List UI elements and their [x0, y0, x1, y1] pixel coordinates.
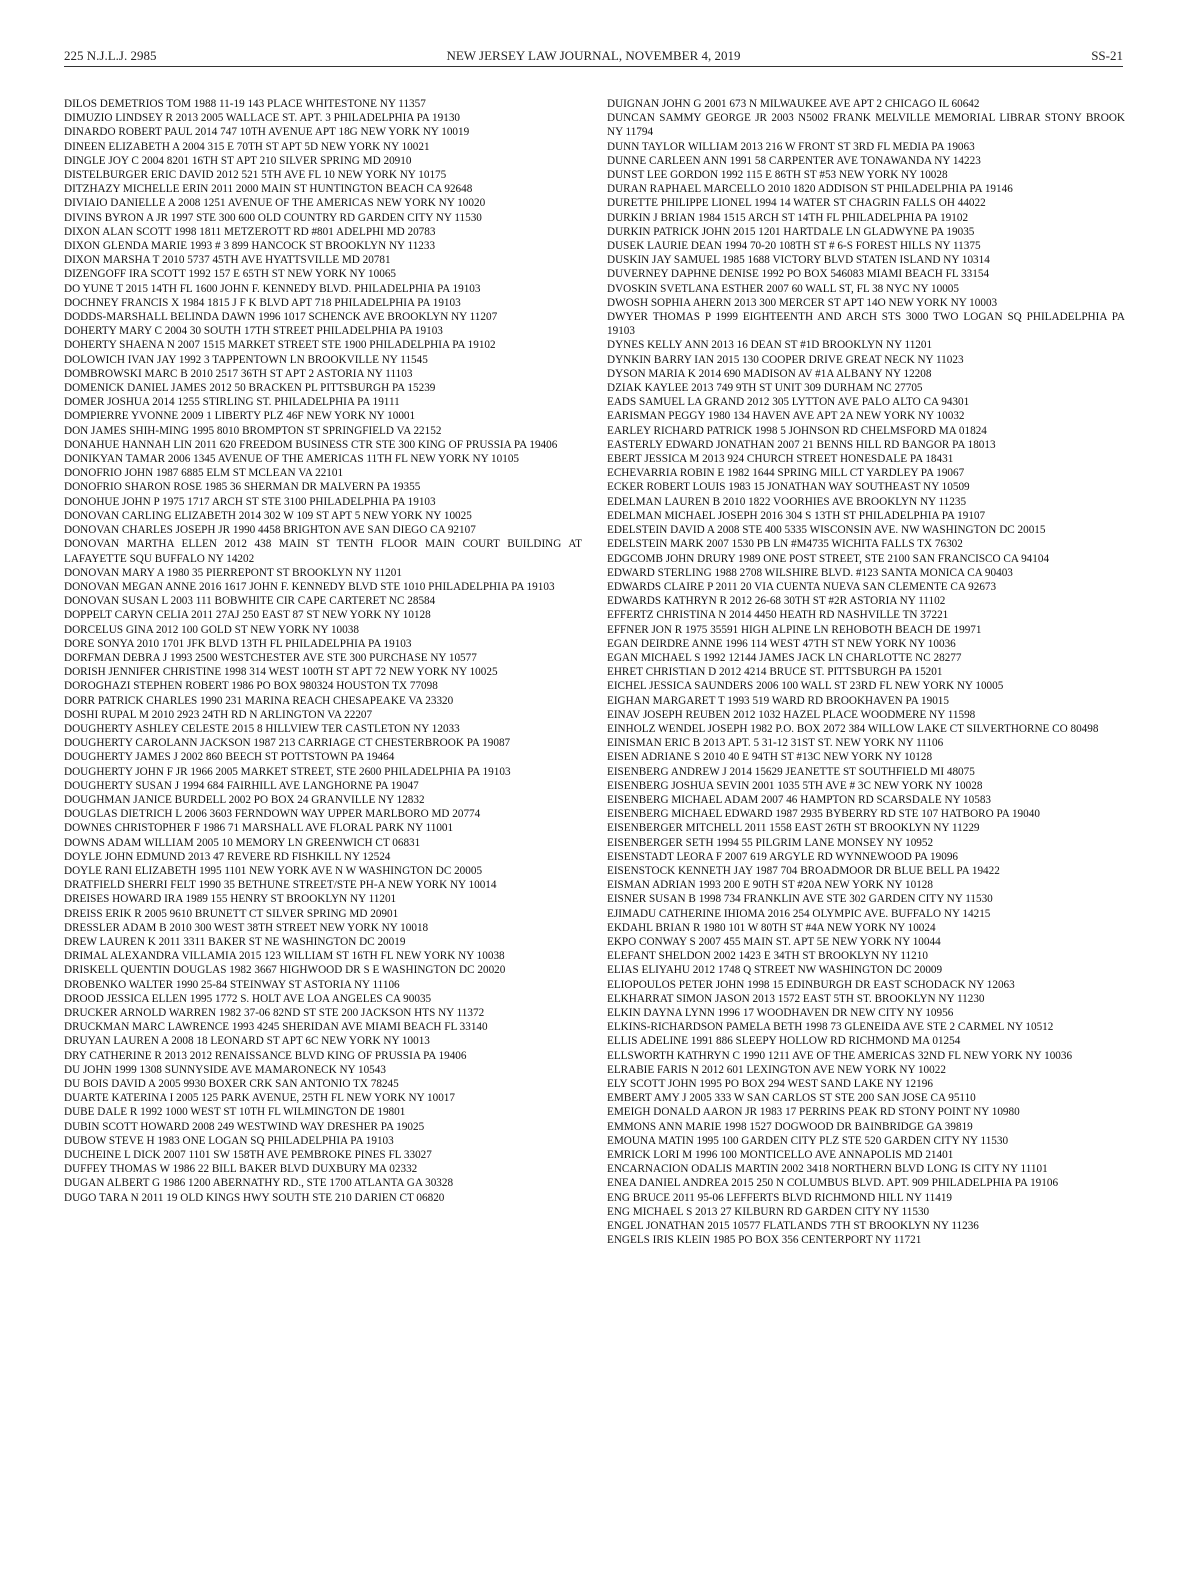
page-number: SS-21 — [1091, 48, 1123, 63]
attorney-entry: DRY CATHERINE R 2013 2012 RENAISSANCE BLVD KING OF PRUSSIA PA 19406 — [64, 1049, 467, 1062]
attorney-entry: DOPPELT CARYN CELIA 2011 27AJ 250 EAST 87 ST NEW YORK NY 10128 — [64, 609, 431, 622]
attorney-entry: DUIGNAN JOHN G 2001 673 N MILWAUKEE AVE APT 2 CHICAGO IL 60642 — [607, 98, 980, 110]
attorney-entry: DU JOHN 1999 1308 SUNNYSIDE AVE MAMARONECK NY 10543 — [64, 1063, 386, 1076]
attorney-entry: DUSKIN JAY SAMUEL 1985 1688 VICTORY BLVD STATEN ISLAND NY 10314 — [607, 254, 990, 267]
attorney-entry: DUCHEINE L DICK 2007 1101 SW 158TH AVE PEMBROKE PINES FL 33027 — [64, 1149, 432, 1162]
attorney-entry: DIMUZIO LINDSEY R 2013 2005 WALLACE ST. APT. 3 PHILADELPHIA PA 19130 — [64, 112, 461, 125]
volume-citation: 225 N.J.L.J. 2985 — [64, 48, 157, 63]
publication-title: NEW JERSEY LAW JOURNAL, NOVEMBER 4, 2019 — [446, 48, 741, 63]
attorney-entry: DONOVAN CARLING ELIZABETH 2014 302 W 109 ST APT 5 NEW YORK NY 10025 — [64, 509, 472, 522]
attorney-entry: DOUGHERTY SUSAN J 1994 684 FAIRHILL AVE LANGHORNE PA 19047 — [64, 779, 419, 792]
attorney-entry: ELKIN DAYNA LYNN 1996 17 WOODHAVEN DR NEW CITY NY 10956 — [607, 1007, 954, 1019]
attorney-entry: DYNES KELLY ANN 2013 16 DEAN ST #1D BROOKLYN NY 11201 — [607, 339, 933, 352]
attorney-entry: DIVINS BYRON A JR 1997 STE 300 600 OLD COUNTRY RD GARDEN CITY NY 11530 — [64, 211, 482, 224]
attorney-entry: DOYLE RANI ELIZABETH 1995 1101 NEW YORK AVE N W WASHINGTON DC 20005 — [64, 864, 483, 877]
attorney-entry: DVOSKIN SVETLANA ESTHER 2007 60 WALL ST, FL 38 NYC NY 10005 — [607, 282, 959, 295]
attorney-entry: EISNER SUSAN B 1998 734 FRANKLIN AVE STE 302 GARDEN CITY NY 11530 — [607, 893, 993, 906]
attorney-entry: EINHOLZ WENDEL JOSEPH 1982 P.O. BOX 2072 384 WILLOW LAKE CT SILVERTHORNE CO 80498 — [607, 722, 1099, 735]
attorney-entry: DORISH JENNIFER CHRISTINE 1998 314 WEST 100TH ST APT 72 NEW YORK NY 10025 — [64, 666, 498, 679]
attorney-entry: DOUGLAS DIETRICH L 2006 3603 FERNDOWN WAY UPPER MARLBORO MD 20774 — [64, 808, 481, 821]
attorney-entry: EIGHAN MARGARET T 1993 519 WARD RD BROOKHAVEN PA 19015 — [607, 694, 949, 707]
running-header — [64, 46, 1123, 67]
attorney-entry: ELKINS-RICHARDSON PAMELA BETH 1998 73 GLENEIDA AVE STE 2 CARMEL NY 10512 — [607, 1021, 1054, 1034]
attorney-entry: DORCELUS GINA 2012 100 GOLD ST NEW YORK NY 10038 — [64, 623, 359, 636]
attorney-entry: DORE SONYA 2010 1701 JFK BLVD 13TH FL PHILADELPHIA PA 19103 — [64, 637, 412, 650]
attorney-entry: DONOVAN MARY A 1980 35 PIERREPONT ST BROOKLYN NY 11201 — [64, 566, 402, 579]
attorney-entry: DIXON GLENDA MARIE 1993 # 3 899 HANCOCK ST BROOKLYN NY 11233 — [64, 240, 436, 253]
attorney-entry: DRIMAL ALEXANDRA VILLAMIA 2015 123 WILLIAM ST 16TH FL NEW YORK NY 10038 — [64, 950, 505, 963]
attorney-entry: EJIMADU CATHERINE IHIOMA 2016 254 OLYMPIC AVE. BUFFALO NY 14215 — [607, 907, 991, 920]
attorney-entry: DINGLE JOY C 2004 8201 16TH ST APT 210 SILVER SPRING MD 20910 — [64, 154, 412, 167]
attorney-entry: EISENSTADT LEORA F 2007 619 ARGYLE RD WYNNEWOOD PA 19096 — [607, 850, 959, 863]
attorney-entry: DUVERNEY DAPHNE DENISE 1992 PO BOX 546083 MIAMI BEACH FL 33154 — [607, 268, 990, 281]
attorney-entry: ELIAS ELIYAHU 2012 1748 Q STREET NW WASHINGTON DC 20009 — [607, 964, 943, 977]
attorney-entry: EFFERTZ CHRISTINA N 2014 4450 HEATH RD NASHVILLE TN 37221 — [607, 609, 949, 622]
attorney-entry: DORR PATRICK CHARLES 1990 231 MARINA REACH CHESAPEAKE VA 23320 — [64, 694, 454, 707]
attorney-entry: EISENBERG ANDREW J 2014 15629 JEANETTE ST SOUTHFIELD MI 48075 — [607, 765, 975, 778]
attorney-entry: DREW LAUREN K 2011 3311 BAKER ST NE WASHINGTON DC 20019 — [64, 935, 406, 948]
attorney-entry: DOMPIERRE YVONNE 2009 1 LIBERTY PLZ 46F NEW YORK NY 10001 — [64, 410, 416, 423]
attorney-entry: EISENBERG JOSHUA SEVIN 2001 1035 5TH AVE # 3C NEW YORK NY 10028 — [607, 779, 983, 792]
attorney-entry: ELLSWORTH KATHRYN C 1990 1211 AVE OF THE AMERICAS 32ND FL NEW YORK NY 10036 — [607, 1049, 1073, 1062]
attorney-entry: EHRET CHRISTIAN D 2012 4214 BRUCE ST. PITTSBURGH PA 15201 — [607, 666, 943, 679]
attorney-entry: EFFNER JON R 1975 35591 HIGH ALPINE LN REHOBOTH BEACH DE 19971 — [607, 623, 982, 636]
attorney-entry: EDELMAN MICHAEL JOSEPH 2016 304 S 13TH ST PHILADELPHIA PA 19107 — [607, 509, 986, 522]
attorney-entry: DOMER JOSHUA 2014 1255 STIRLING ST. PHILADELPHIA PA 19111 — [64, 396, 400, 409]
attorney-entry: EMRICK LORI M 1996 100 MONTICELLO AVE ANNAPOLIS MD 21401 — [607, 1149, 954, 1162]
attorney-entry: DINARDO ROBERT PAUL 2014 747 10TH AVENUE APT 18G NEW YORK NY 10019 — [64, 126, 470, 139]
attorney-entry: DUSEK LAURIE DEAN 1994 70-20 108TH ST # 6-S FOREST HILLS NY 11375 — [607, 240, 981, 253]
attorney-entry: DURETTE PHILIPPE LIONEL 1994 14 WATER ST CHAGRIN FALLS OH 44022 — [607, 197, 986, 210]
attorney-entry: DUARTE KATERINA I 2005 125 PARK AVENUE, 25TH FL NEW YORK NY 10017 — [64, 1092, 455, 1105]
attorney-entry: DO YUNE T 2015 14TH FL 1600 JOHN F. KENNEDY BLVD. PHILADELPHIA PA 19103 — [64, 282, 481, 295]
attorney-entry: DUNST LEE GORDON 1992 115 E 86TH ST #53 NEW YORK NY 10028 — [607, 169, 948, 182]
attorney-entry: DURAN RAPHAEL MARCELLO 2010 1820 ADDISON ST PHILADELPHIA PA 19146 — [607, 183, 1013, 196]
attorney-entry: DUBOW STEVE H 1983 ONE LOGAN SQ PHILADELPHIA PA 19103 — [64, 1134, 394, 1147]
attorney-entry: DORFMAN DEBRA J 1993 2500 WESTCHESTER AVE STE 300 PURCHASE NY 10577 — [64, 651, 477, 664]
attorney-entry: DIXON ALAN SCOTT 1998 1811 METZEROTT RD #801 ADELPHI MD 20783 — [64, 225, 436, 238]
attorney-entry: EARISMAN PEGGY 1980 134 HAVEN AVE APT 2A NEW YORK NY 10032 — [607, 410, 965, 423]
attorney-entry: ELLIS ADELINE 1991 886 SLEEPY HOLLOW RD RICHMOND MA 01254 — [607, 1035, 961, 1048]
attorney-entry: ENG BRUCE 2011 95-06 LEFFERTS BLVD RICHMOND HILL NY 11419 — [607, 1191, 953, 1204]
attorney-entry: EISEN ADRIANE S 2010 40 E 94TH ST #13C NEW YORK NY 10128 — [607, 751, 933, 764]
attorney-entry: DUBE DALE R 1992 1000 WEST ST 10TH FL WILMINGTON DE 19801 — [64, 1106, 406, 1119]
attorney-entry: ECHEVARRIA ROBIN E 1982 1644 SPRING MILL CT YARDLEY PA 19067 — [607, 467, 965, 480]
attorney-entry: DODDS-MARSHALL BELINDA DAWN 1996 1017 SCHENCK AVE BROOKLYN NY 11207 — [64, 311, 498, 324]
attorney-entry: DOROGHAZI STEPHEN ROBERT 1986 PO BOX 980324 HOUSTON TX 77098 — [64, 680, 438, 693]
attorney-entry: DREISES HOWARD IRA 1989 155 HENRY ST BROOKLYN NY 11201 — [64, 893, 397, 906]
attorney-entry: DUNN TAYLOR WILLIAM 2013 216 W FRONT ST 3RD FL MEDIA PA 19063 — [607, 140, 975, 153]
attorney-entry: EINAV JOSEPH REUBEN 2012 1032 HAZEL PLACE WOODMERE NY 11598 — [607, 708, 976, 721]
attorney-entry: EASTERLY EDWARD JONATHAN 2007 21 BENNS HILL RD BANGOR PA 18013 — [607, 438, 996, 451]
attorney-entry: EDWARD STERLING 1988 2708 WILSHIRE BLVD. #123 SANTA MONICA CA 90403 — [607, 566, 1013, 579]
attorney-entry: EISENBERGER SETH 1994 55 PILGRIM LANE MONSEY NY 10952 — [607, 836, 934, 849]
attorney-entry: DONAHUE HANNAH LIN 2011 620 FREEDOM BUSINESS CTR STE 300 KING OF PRUSSIA PA 19406 — [64, 438, 558, 451]
attorney-entry: EISENBERG MICHAEL EDWARD 1987 2935 BYBERRY RD STE 107 HATBORO PA 19040 — [607, 808, 1040, 821]
attorney-entry: DITZHAZY MICHELLE ERIN 2011 2000 MAIN ST HUNTINGTON BEACH CA 92648 — [64, 183, 473, 196]
attorney-entry: DRUYAN LAUREN A 2008 18 LEONARD ST APT 6C NEW YORK NY 10013 — [64, 1035, 430, 1048]
attorney-entry: EGAN MICHAEL S 1992 12144 JAMES JACK LN CHARLOTTE NC 28277 — [607, 651, 962, 664]
attorney-entry: EDWARDS CLAIRE P 2011 20 VIA CUENTA NUEVA SAN CLEMENTE CA 92673 — [607, 580, 997, 593]
attorney-entry: DURKIN J BRIAN 1984 1515 ARCH ST 14TH FL PHILADELPHIA PA 19102 — [607, 211, 969, 224]
attorney-entry: ECKER ROBERT LOUIS 1983 15 JONATHAN WAY SOUTHEAST NY 10509 — [607, 481, 970, 494]
attorney-entry: ENG MICHAEL S 2013 27 KILBURN RD GARDEN CITY NY 11530 — [607, 1205, 930, 1218]
right-column-listing — [607, 97, 1125, 1247]
attorney-entry: DWOSH SOPHIA AHERN 2013 300 MERCER ST APT 14O NEW YORK NY 10003 — [607, 296, 998, 309]
attorney-entry: DILOS DEMETRIOS TOM 1988 11-19 143 PLACE WHITESTONE NY 11357 — [64, 98, 426, 110]
attorney-entry: DONOVAN SUSAN L 2003 111 BOBWHITE CIR CAPE CARTERET NC 28584 — [64, 595, 436, 608]
attorney-entry: DOLOWICH IVAN JAY 1992 3 TAPPENTOWN LN BROOKVILLE NY 11545 — [64, 353, 428, 366]
attorney-entry: DOUGHERTY JAMES J 2002 860 BEECH ST POTTSTOWN PA 19464 — [64, 751, 395, 764]
attorney-entry: DWYER THOMAS P 1999 EIGHTEENTH AND ARCH STS 3000 TWO LOGAN SQ PHILADELPHIA PA 19103 — [607, 311, 1125, 338]
attorney-entry: DU BOIS DAVID A 2005 9930 BOXER CRK SAN ANTONIO TX 78245 — [64, 1078, 399, 1091]
attorney-entry: DOHERTY MARY C 2004 30 SOUTH 17TH STREET PHILADELPHIA PA 19103 — [64, 325, 443, 338]
attorney-entry: EISENSTOCK KENNETH JAY 1987 704 BROADMOOR DR BLUE BELL PA 19422 — [607, 864, 1000, 877]
attorney-entry: EINISMAN ERIC B 2013 APT. 5 31-12 31ST ST. NEW YORK NY 11106 — [607, 737, 944, 750]
attorney-entry: EDELSTEIN MARK 2007 1530 PB LN #M4735 WICHITA FALLS TX 76302 — [607, 538, 963, 551]
attorney-entry: DOUGHERTY CAROLANN JACKSON 1987 213 CARRIAGE CT CHESTERBROOK PA 19087 — [64, 737, 511, 750]
attorney-entry: DIVIAIO DANIELLE A 2008 1251 AVENUE OF THE AMERICAS NEW YORK NY 10020 — [64, 197, 486, 210]
attorney-entry: EKPO CONWAY S 2007 455 MAIN ST. APT 5E NEW YORK NY 10044 — [607, 935, 941, 948]
attorney-entry: DURKIN PATRICK JOHN 2015 1201 HARTDALE LN GLADWYNE PA 19035 — [607, 225, 975, 238]
attorney-entry: DOUGHERTY JOHN F JR 1966 2005 MARKET STREET, STE 2600 PHILADELPHIA PA 19103 — [64, 765, 511, 778]
attorney-entry: EISENBERGER MITCHELL 2011 1558 EAST 26TH ST BROOKLYN NY 11229 — [607, 822, 980, 835]
attorney-entry: ENCARNACION ODALIS MARTIN 2002 3418 NORTHERN BLVD LONG IS CITY NY 11101 — [607, 1163, 1048, 1176]
attorney-entry: ENEA DANIEL ANDREA 2015 250 N COLUMBUS BLVD. APT. 909 PHILADELPHIA PA 19106 — [607, 1177, 1059, 1190]
attorney-entry: EDELMAN LAUREN B 2010 1822 VOORHIES AVE BROOKLYN NY 11235 — [607, 495, 967, 508]
attorney-entry: EMOUNA MATIN 1995 100 GARDEN CITY PLZ STE 520 GARDEN CITY NY 11530 — [607, 1134, 1009, 1147]
attorney-entry: DREISS ERIK R 2005 9610 BRUNETT CT SILVER SPRING MD 20901 — [64, 907, 399, 920]
attorney-entry: EADS SAMUEL LA GRAND 2012 305 LYTTON AVE PALO ALTO CA 94301 — [607, 396, 970, 409]
attorney-entry: DOSHI RUPAL M 2010 2923 24TH RD N ARLINGTON VA 22207 — [64, 708, 373, 721]
attorney-entry: DRATFIELD SHERRI FELT 1990 35 BETHUNE STREET/STE PH-A NEW YORK NY 10014 — [64, 879, 497, 892]
attorney-entry: EISMAN ADRIAN 1993 200 E 90TH ST #20A NEW YORK NY 10128 — [607, 879, 933, 892]
attorney-entry: EDGCOMB JOHN DRURY 1989 ONE POST STREET, STE 2100 SAN FRANCISCO CA 94104 — [607, 552, 1050, 565]
attorney-entry: ENGELS IRIS KLEIN 1985 PO BOX 356 CENTERPORT NY 11721 — [607, 1234, 922, 1247]
attorney-entry: DROBENKO WALTER 1990 25-84 STEINWAY ST ASTORIA NY 11106 — [64, 978, 400, 991]
attorney-entry: DIXON MARSHA T 2010 5737 45TH AVE HYATTSVILLE MD 20781 — [64, 254, 391, 267]
attorney-entry: DUGAN ALBERT G 1986 1200 ABERNATHY RD., STE 1700 ATLANTA GA 30328 — [64, 1177, 454, 1190]
attorney-entry: DYNKIN BARRY IAN 2015 130 COOPER DRIVE GREAT NECK NY 11023 — [607, 353, 964, 366]
attorney-entry: EBERT JESSICA M 2013 924 CHURCH STREET HONESDALE PA 18431 — [607, 453, 954, 466]
attorney-entry: DOMENICK DANIEL JAMES 2012 50 BRACKEN PL PITTSBURGH PA 15239 — [64, 382, 436, 395]
attorney-entry: EARLEY RICHARD PATRICK 1998 5 JOHNSON RD CHELMSFORD MA 01824 — [607, 424, 987, 437]
attorney-entry: DONOHUE JOHN P 1975 1717 ARCH ST STE 3100 PHILADELPHIA PA 19103 — [64, 495, 436, 508]
attorney-entry: DONOVAN MARTHA ELLEN 2012 438 MAIN ST TENTH FLOOR MAIN COURT BUILDING AT LAFAYETTE SQU BUFFALO NY 14202 — [64, 538, 582, 565]
attorney-entry: DONOVAN CHARLES JOSEPH JR 1990 4458 BRIGHTON AVE SAN DIEGO CA 92107 — [64, 524, 476, 537]
attorney-entry: EICHEL JESSICA SAUNDERS 2006 100 WALL ST 23RD FL NEW YORK NY 10005 — [607, 680, 1004, 693]
attorney-entry: DRUCKMAN MARC LAWRENCE 1993 4245 SHERIDAN AVE MIAMI BEACH FL 33140 — [64, 1021, 488, 1034]
attorney-entry: EMMONS ANN MARIE 1998 1527 DOGWOOD DR BAINBRIDGE GA 39819 — [607, 1120, 973, 1133]
attorney-entry: EISENBERG MICHAEL ADAM 2007 46 HAMPTON RD SCARSDALE NY 10583 — [607, 793, 992, 806]
left-column-listing — [64, 97, 582, 1205]
attorney-entry: DYSON MARIA K 2014 690 MADISON AV #1A ALBANY NY 12208 — [607, 367, 932, 380]
attorney-entry: DUNNE CARLEEN ANN 1991 58 CARPENTER AVE TONAWANDA NY 14223 — [607, 154, 981, 167]
attorney-entry: ELKHARRAT SIMON JASON 2013 1572 EAST 5TH ST. BROOKLYN NY 11230 — [607, 992, 985, 1005]
attorney-entry: DOWNES CHRISTOPHER F 1986 71 MARSHALL AVE FLORAL PARK NY 11001 — [64, 822, 454, 835]
attorney-entry: DONOFRIO JOHN 1987 6885 ELM ST MCLEAN VA 22101 — [64, 467, 344, 480]
attorney-entry: DINEEN ELIZABETH A 2004 315 E 70TH ST APT 5D NEW YORK NY 10021 — [64, 140, 430, 153]
attorney-entry: DOMBROWSKI MARC B 2010 2517 36TH ST APT 2 ASTORIA NY 11103 — [64, 367, 413, 380]
attorney-entry: ENGEL JONATHAN 2015 10577 FLATLANDS 7TH ST BROOKLYN NY 11236 — [607, 1220, 979, 1233]
attorney-entry: EKDAHL BRIAN R 1980 101 W 80TH ST #4A NEW YORK NY 10024 — [607, 921, 936, 934]
attorney-entry: DROOD JESSICA ELLEN 1995 1772 S. HOLT AVE LOA ANGELES CA 90035 — [64, 992, 432, 1005]
attorney-entry: DOUGHMAN JANICE BURDELL 2002 PO BOX 24 GRANVILLE NY 12832 — [64, 793, 425, 806]
attorney-entry: DOUGHERTY ASHLEY CELESTE 2015 8 HILLVIEW TER CASTLETON NY 12033 — [64, 722, 460, 735]
attorney-entry: DIZENGOFF IRA SCOTT 1992 157 E 65TH ST NEW YORK NY 10065 — [64, 268, 397, 281]
attorney-entry: DOCHNEY FRANCIS X 1984 1815 J F K BLVD APT 718 PHILADELPHIA PA 19103 — [64, 296, 461, 309]
attorney-entry: EMBERT AMY J 2005 333 W SAN CARLOS ST STE 200 SAN JOSE CA 95110 — [607, 1092, 976, 1105]
attorney-entry: DOYLE JOHN EDMUND 2013 47 REVERE RD FISHKILL NY 12524 — [64, 850, 391, 863]
attorney-entry: EGAN DEIRDRE ANNE 1996 114 WEST 47TH ST NEW YORK NY 10036 — [607, 637, 956, 650]
attorney-entry: DONIKYAN TAMAR 2006 1345 AVENUE OF THE AMERICAS 11TH FL NEW YORK NY 10105 — [64, 453, 520, 466]
attorney-entry: EMEIGH DONALD AARON JR 1983 17 PERRINS PEAK RD STONY POINT NY 10980 — [607, 1106, 1020, 1119]
attorney-entry: DOWNS ADAM WILLIAM 2005 10 MEMORY LN GREENWICH CT 06831 — [64, 836, 421, 849]
attorney-entry: DOHERTY SHAENA N 2007 1515 MARKET STREET STE 1900 PHILADELPHIA PA 19102 — [64, 339, 496, 352]
attorney-entry: DONOVAN MEGAN ANNE 2016 1617 JOHN F. KENNEDY BLVD STE 1010 PHILADELPHIA PA 19103 — [64, 580, 555, 593]
attorney-entry: DRESSLER ADAM B 2010 300 WEST 38TH STREET NEW YORK NY 10018 — [64, 921, 429, 934]
attorney-entry: DON JAMES SHIH-MING 1995 8010 BROMPTON ST SPRINGFIELD VA 22152 — [64, 424, 442, 437]
attorney-entry: DONOFRIO SHARON ROSE 1985 36 SHERMAN DR MALVERN PA 19355 — [64, 481, 421, 494]
attorney-entry: EDELSTEIN DAVID A 2008 STE 400 5335 WISCONSIN AVE. NW WASHINGTON DC 20015 — [607, 524, 1046, 537]
attorney-entry: DZIAK KAYLEE 2013 749 9TH ST UNIT 309 DURHAM NC 27705 — [607, 382, 923, 395]
attorney-entry: DRUCKER ARNOLD WARREN 1982 37-06 82ND ST STE 200 JACKSON HTS NY 11372 — [64, 1007, 485, 1019]
attorney-entry: ELIOPOULOS PETER JOHN 1998 15 EDINBURGH DR EAST SCHODACK NY 12063 — [607, 978, 1015, 991]
attorney-entry: DISTELBURGER ERIC DAVID 2012 521 5TH AVE FL 10 NEW YORK NY 10175 — [64, 169, 447, 182]
attorney-entry: DUGO TARA N 2011 19 OLD KINGS HWY SOUTH STE 210 DARIEN CT 06820 — [64, 1191, 445, 1204]
attorney-entry: DUNCAN SAMMY GEORGE JR 2003 N5002 FRANK MELVILLE MEMORIAL LIBRAR STONY BROOK NY 11794 — [607, 112, 1125, 139]
attorney-entry: DUFFEY THOMAS W 1986 22 BILL BAKER BLVD DUXBURY MA 02332 — [64, 1163, 418, 1176]
attorney-entry: ELEFANT SHELDON 2002 1423 E 34TH ST BROOKLYN NY 11210 — [607, 950, 928, 963]
attorney-entry: ELY SCOTT JOHN 1995 PO BOX 294 WEST SAND LAKE NY 12196 — [607, 1078, 933, 1091]
attorney-entry: DRISKELL QUENTIN DOUGLAS 1982 3667 HIGHWOOD DR S E WASHINGTON DC 20020 — [64, 964, 506, 977]
attorney-entry: DUBIN SCOTT HOWARD 2008 249 WESTWIND WAY DRESHER PA 19025 — [64, 1120, 425, 1133]
attorney-entry: ELRABIE FARIS N 2012 601 LEXINGTON AVE NEW YORK NY 10022 — [607, 1063, 946, 1076]
attorney-entry: EDWARDS KATHRYN R 2012 26-68 30TH ST #2R ASTORIA NY 11102 — [607, 595, 946, 608]
